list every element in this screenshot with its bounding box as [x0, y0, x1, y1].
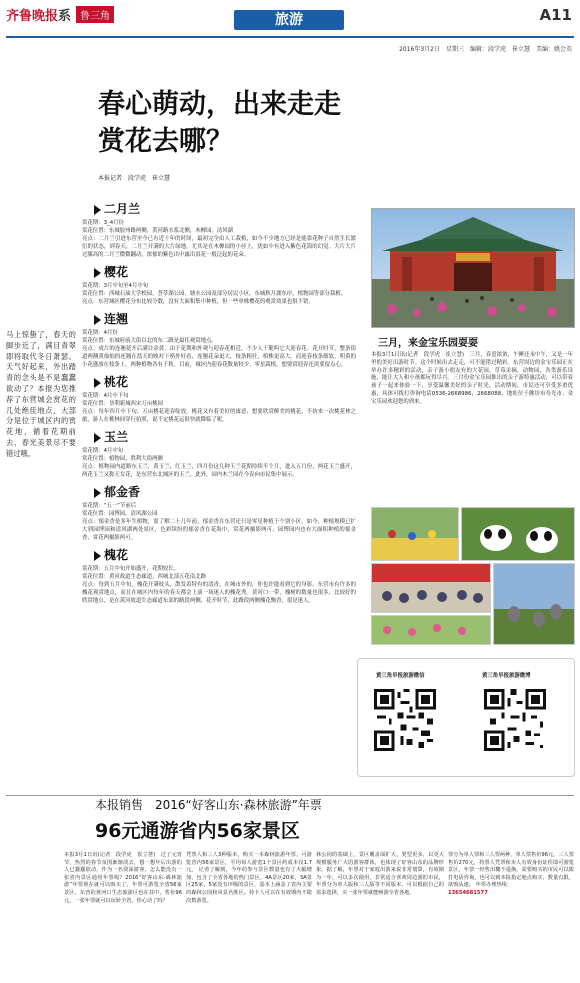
bottom-column-2 [186, 852, 312, 905]
section-line: 亮点：每年四月中下旬，万亩桃花迎春绽放，桃花又有着美好的寓意，想要欣赏醉美的桃花，不妨来一次桃花林之旅，游人在桃林间穿行拍照，说不定桃花运很快就降临了呢。 [82, 409, 356, 423]
flower-sections [82, 200, 356, 609]
promo-body [371, 352, 573, 407]
section-heading [94, 373, 356, 390]
hotline-number: 13654681577 [448, 889, 488, 896]
section-title: 连翘 [104, 312, 129, 326]
brand-badge: 鲁三角 [76, 6, 114, 23]
intro-column [6, 330, 76, 460]
section-line: 亮点：东营城区樱花分布比较分散，没有大面积集中种植，但一些单株樱花的观赏效果也很不错。 [82, 299, 314, 305]
headline-line-1: 春心萌动，出来走走 [98, 89, 341, 120]
section-line: 赏花位置：西城石油大学校园，荟萃湖公园，塘水公园及部分居民小区，东城秋月湖东岸，植物园等部分栽植。 [82, 291, 347, 297]
promo-title: 三月，来金宝乐园耍耍 [378, 338, 478, 349]
bottom-text-2: 凭票人和三人3种版本，购买一本森林旅游年票，可游览省内56家景区，平均每人游览1个景区约成本仅1.7元。 记者了解到，今年的参与景区数量也有了大幅增加，包含了全省各地的热门景区，4A景区20家，3A景区25家，5家没有评级的景区，基本上涵盖了省内主要的森林公园和风景名胜区。持卡人可以在有效期内不限次数游览。 [186, 852, 312, 904]
triangle-bullet-icon [94, 315, 101, 325]
wechat-qr-code[interactable] [374, 689, 436, 751]
section-line: 赏花位置：园博园，清风湖公园 [82, 511, 158, 517]
section-line: 赏花位置：东城胶州路两侧，黄河路水系北侧，木樨园，清风湖 [82, 228, 233, 234]
photo-grid [371, 507, 573, 645]
section-line: 赏花位置：植物园，胜利大街两侧 [82, 456, 163, 462]
section-heading [94, 483, 356, 500]
intro-text: 马上惊蛰了，春天的脚步近了，满目青翠即将取代冬日萧瑟。天气好起来，外出踏青的念头是不是蠢蠢欲动了？本报为您推荐了东营城会赏花的几处绝佳地点，大部分是位于城区内的赏花地，循着花期前去，春光美景尽不要错过哦。 [6, 330, 76, 458]
section-line: 亮点：每到五月中旬，槐花开满枝头，散发着特有的清香，在城市外的，你也许能看到它的身影，东营市有许多的槐花观赏地点，而且在城区内每年的春天都会上演一场迷人的槐花秀。黄河口一带，槐树的数量也很多，比较好的欣赏地点，是在黄河故道生态廊道东部的路段两侧，花开时节，此路段两侧槐花飘香，很是迷人。 [82, 582, 356, 604]
qr-code-panel [357, 658, 575, 777]
brand-logo: 齐鲁晚报系 [6, 9, 72, 24]
section-line: 赏花期：4月中下旬 [82, 393, 129, 399]
section-line: 赏花位置：东城府前大街以北的东二路是最佳观赏地点。 [82, 338, 217, 344]
bottom-kicker: 本报销售 2016“好客山东·森林旅游”年票 [95, 798, 322, 812]
photo-pandas [461, 507, 575, 561]
section-heading [94, 428, 356, 445]
section-tab: 旅游 [234, 10, 344, 30]
triangle-bullet-icon [94, 378, 101, 388]
section-title: 樱花 [104, 265, 129, 279]
section-title: 郁金香 [104, 485, 141, 499]
section-line: 赏花位置：黄河故道生态廊道，西城北部五花南北路 [82, 574, 206, 580]
header-divider [6, 36, 574, 38]
flower-section [82, 483, 356, 542]
qr-label-weibo: 黄三角早报旅游微博 [482, 673, 531, 679]
triangle-bullet-icon [94, 433, 101, 443]
bottom-column-3 [316, 852, 444, 898]
photo-garden [371, 615, 491, 645]
triangle-bullet-icon [94, 268, 101, 278]
promo-text: 本报3月1日讯(记者 段学虎 崔立慧) 三月，春意浓浓，午睡还未中午，又是一年里的美好出游时节。这个时候出去走走，可不能错过精彩。东营周边的金宝乐园正在举办许多精彩的活动，亲子游小朋友有的大花园，草莓采摘，动物园，各类游乐设施，能让大人和小孩都玩得尽兴。三月份金宝乐园推出的亲子游特惠活动，可以带着孩子一起来体验一下，享受温馨美好的亲子时光。活动期间，市民还可享受多重优惠，具体可拨打咨询电话0536-2668986，2668088，地址位于潍坊市寿光市，金宝乐园欢迎您的到来。 [371, 352, 573, 405]
bottom-column-4 [448, 852, 574, 898]
issue-meta: 2016年3月2日 星期三 编辑：段学虎 崔立慧 美编：姚会英 [399, 46, 572, 53]
photo-lemurs [493, 563, 575, 645]
byline: 本报记者 段学虎 崔立慧 [98, 175, 171, 182]
page-number: A11 [539, 6, 572, 24]
bottom-text-1: 本报3月1日讯(记者 段学虎 崔立慧) 过了元宵节，热烈的春节氛围渐渐淡去，想一想年后出游的人已蠢蠢欲动，作为一名资深游客，怎么能没有一张省内景区通用年票呢？2016“好客山东·森林旅游”年票现在就可以购买了，年票可游览全省56家景区，东营的黄河口生态旅游区也在其中，售价96元，一张年票就可以玩转全省，你心动了吗？ [64, 852, 182, 904]
section-line: 赏花期：五月中旬开始盛开，花期较长。 [82, 566, 180, 572]
section-heading [94, 263, 356, 280]
section-line: 赏花期：4月中旬 [82, 448, 124, 454]
section-line: 赏花期：4月份 [82, 330, 118, 336]
bottom-text-4: 票分为单人票和三人票两种，单人票售价96元，三人票售价270元，持票人凭票和本人有效身份证件即可游览景区，年票一经售出概不退换。需要购买的市民可以拨打电话咨询，也可以到本报指定地点购买，数量有限，欲购从速。 年票办理热线： [448, 852, 574, 889]
flower-section [82, 200, 356, 259]
section-heading [94, 200, 356, 217]
section-heading [94, 546, 356, 563]
triangle-bullet-icon [94, 488, 101, 498]
photo-children [371, 507, 459, 561]
section-line: 亮点：植物园内道路东玉兰，黄玉兰，红玉兰，四月份这几种玉兰花期持续半个月，进入五月份，两花玉兰盛开，两花玉兰又称天女花，是东营东北城区的玉兰，此外，园内木兰园在今春向市民集中展示。 [82, 464, 356, 478]
section-title: 桃花 [104, 375, 129, 389]
bottom-text-3: 林公园的基础上，景区覆盖面扩大，类型更多，以更大规模服务广大的游客群体，也体现了好客山东的品牌形象。据了解，年票对于家庭出游来说非常划算，有效期为一年，可以多次使用，非常适合喜欢周边游的市民，年票分为单人版和三人版等不同版本，可以根据自己的需求选择，买一张年票就能畅游全省各地。 [316, 852, 444, 896]
section-line: 亮点：成片的连翘花开后满目金黄，由于花期和外观与迎春花相近，不少人干脆叫它大迎春花。花开时节，整条街道两侧黄灿灿的连翘在蓝天的映衬下格外好看，连翘花朵更大，枝条粗壮，植株更高大，而迎春枝条细软，明黄的小花盛放在枝条上，两种植物各有千秋。目前，城区内迎春花数量较少，零星栽植，想要赏迎春还需要留点心。 [82, 346, 356, 368]
headline-line-2: 赏花去哪？ [98, 126, 233, 157]
bottom-headline: 96元通游省内56家景区 [95, 820, 300, 842]
qr-label-wechat: 黄三角早报旅游微信 [376, 673, 425, 679]
flower-section [82, 373, 356, 424]
flower-section [82, 310, 356, 369]
section-line: 赏花期：“五一”节前后 [82, 503, 137, 509]
park-gate-photo [371, 208, 575, 328]
section-line: 赏花位置：垦利新城西宋万亩桃园 [82, 401, 163, 407]
section-line: 赏花期：3_4月份 [82, 220, 124, 226]
main-headline [98, 86, 378, 160]
section-line: 亮点：郁金香是多年生植物，需了解二十几年前，郁金香在东营还只是零星种植于个别小区，如今，种植规模已扩大到园博园和清风湖两处景区，色彩缤纷的郁金香在花海中，赏花两摄影两可。园博园内也有大面积种植的郁金香，赏花两摄影两可。 [82, 519, 356, 541]
flower-section [82, 428, 356, 479]
section-heading [94, 310, 356, 327]
section-title: 槐花 [104, 548, 129, 562]
flower-section [82, 263, 356, 306]
flower-section [82, 546, 356, 605]
bottom-column-1 [64, 852, 182, 905]
section-title: 玉兰 [104, 430, 129, 444]
weibo-qr-code[interactable] [484, 689, 546, 751]
section-title: 二月兰 [104, 202, 141, 216]
photo-crowd [371, 563, 491, 613]
section-line: 赏花期：3月中旬至4月中旬 [82, 283, 149, 289]
triangle-bullet-icon [94, 551, 101, 561]
triangle-bullet-icon [94, 205, 101, 215]
section-line: 亮点：二月兰引进东营至今已有近十年的时间，最初完全由人工栽植，如今不少地方已经是能靠花种子自然生长繁衍的状态，到春天，二月兰开满的大片绿地，尤其是在木樨园的小径上，犹如中有进入紫色花海的幻觉。大片大片过膝高的二月兰微微翻动，浓郁的紫色出中露出浪花一般泛起的花朵。 [82, 236, 356, 258]
